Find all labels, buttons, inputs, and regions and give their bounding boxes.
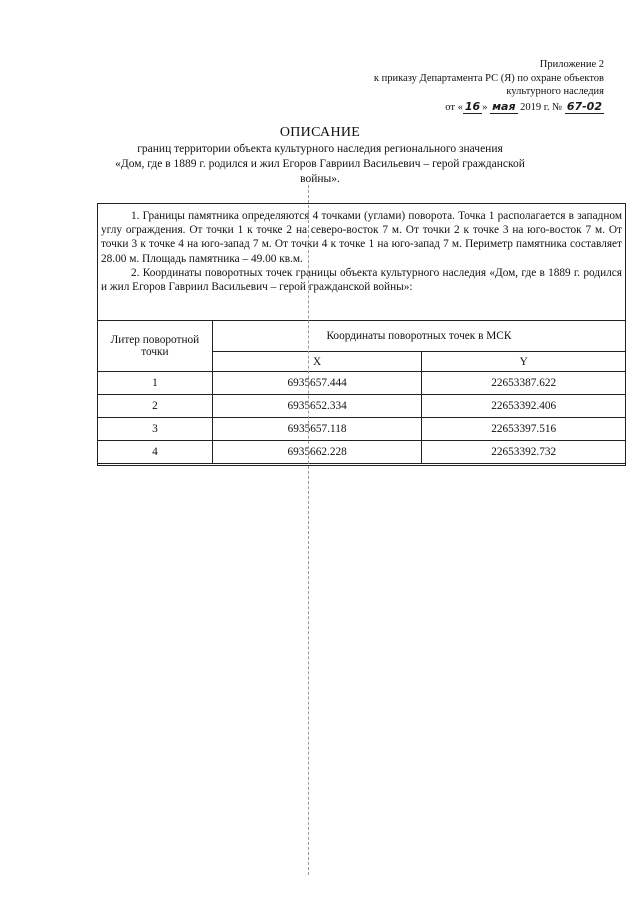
document-title: ОПИСАНИЕ xyxy=(279,125,361,140)
table-row xyxy=(98,372,626,395)
cell-x: 6935657.444 xyxy=(212,372,422,395)
order-date-line xyxy=(374,100,604,115)
appendix-number: Приложение 2 xyxy=(539,59,604,70)
cell-x: 6935662.228 xyxy=(212,441,422,464)
date-mid: » xyxy=(482,101,488,113)
date-prefix: от « xyxy=(445,101,463,113)
header-x: X xyxy=(212,352,422,372)
cell-y: 22653392.406 xyxy=(422,395,626,418)
appendix-order-ref: к приказу Департамента РС (Я) по охране объектов xyxy=(373,72,604,84)
date-day: 16 xyxy=(464,99,481,113)
paragraph-coordinates-intro: 2. Координаты поворотных точек границы объекта культурного наследия «Дом, где в 1889 г. родился и жил Егоров Гавриил Васильевич – герой гражданской войны»: xyxy=(101,266,622,294)
date-month: мая xyxy=(492,99,516,113)
description-text xyxy=(101,209,622,294)
header-coords-label: Координаты поворотных точек в МСК xyxy=(212,321,625,352)
cell-x: 6935657.118 xyxy=(212,418,422,441)
header-point-label: Литер поворотной точки xyxy=(98,321,213,372)
paragraph-boundaries: 1. Границы памятника определяются 4 точками (углами) поворота. Точка 1 располагается в западном углу ограждения. От точки 1 к точке 2 на северо-восток 7 м. От точки 2 к точке 3 на юго-восток 7 м. От точки 3 к точке 4 на юго-запад 7 м. От точки 4 к точке 1 на юго-запад 7 м. Периметр памятника составляет 28.00 м. Площадь памятника – 49.00 кв.м. xyxy=(101,210,622,265)
header-y: Y xyxy=(422,352,626,372)
cell-point: 4 xyxy=(98,441,213,464)
cell-x: 6935652.334 xyxy=(212,395,422,418)
document-subtitle-1: границ территории объекта культурного наследия регионального значения xyxy=(137,143,503,155)
cell-point: 1 xyxy=(98,372,213,395)
document-subtitle-3: войны». xyxy=(300,173,340,185)
coordinates-table xyxy=(97,320,626,464)
order-number: 67-02 xyxy=(566,99,602,113)
appendix-order-ref-cont: культурного наследия xyxy=(506,86,604,97)
cell-y: 22653397.516 xyxy=(422,418,626,441)
scan-fold-line xyxy=(308,185,309,875)
table-row xyxy=(98,441,626,464)
cell-y: 22653392.732 xyxy=(422,441,626,464)
appendix-header xyxy=(374,58,604,114)
cell-point: 3 xyxy=(98,418,213,441)
date-year: 2019 г. № xyxy=(520,101,563,113)
table-row xyxy=(98,395,626,418)
cell-point: 2 xyxy=(98,395,213,418)
table-row xyxy=(98,418,626,441)
document-subtitle-2: «Дом, где в 1889 г. родился и жил Егоров Гавриил Васильевич – герой гражданской xyxy=(115,158,525,170)
cell-y: 22653387.622 xyxy=(422,372,626,395)
